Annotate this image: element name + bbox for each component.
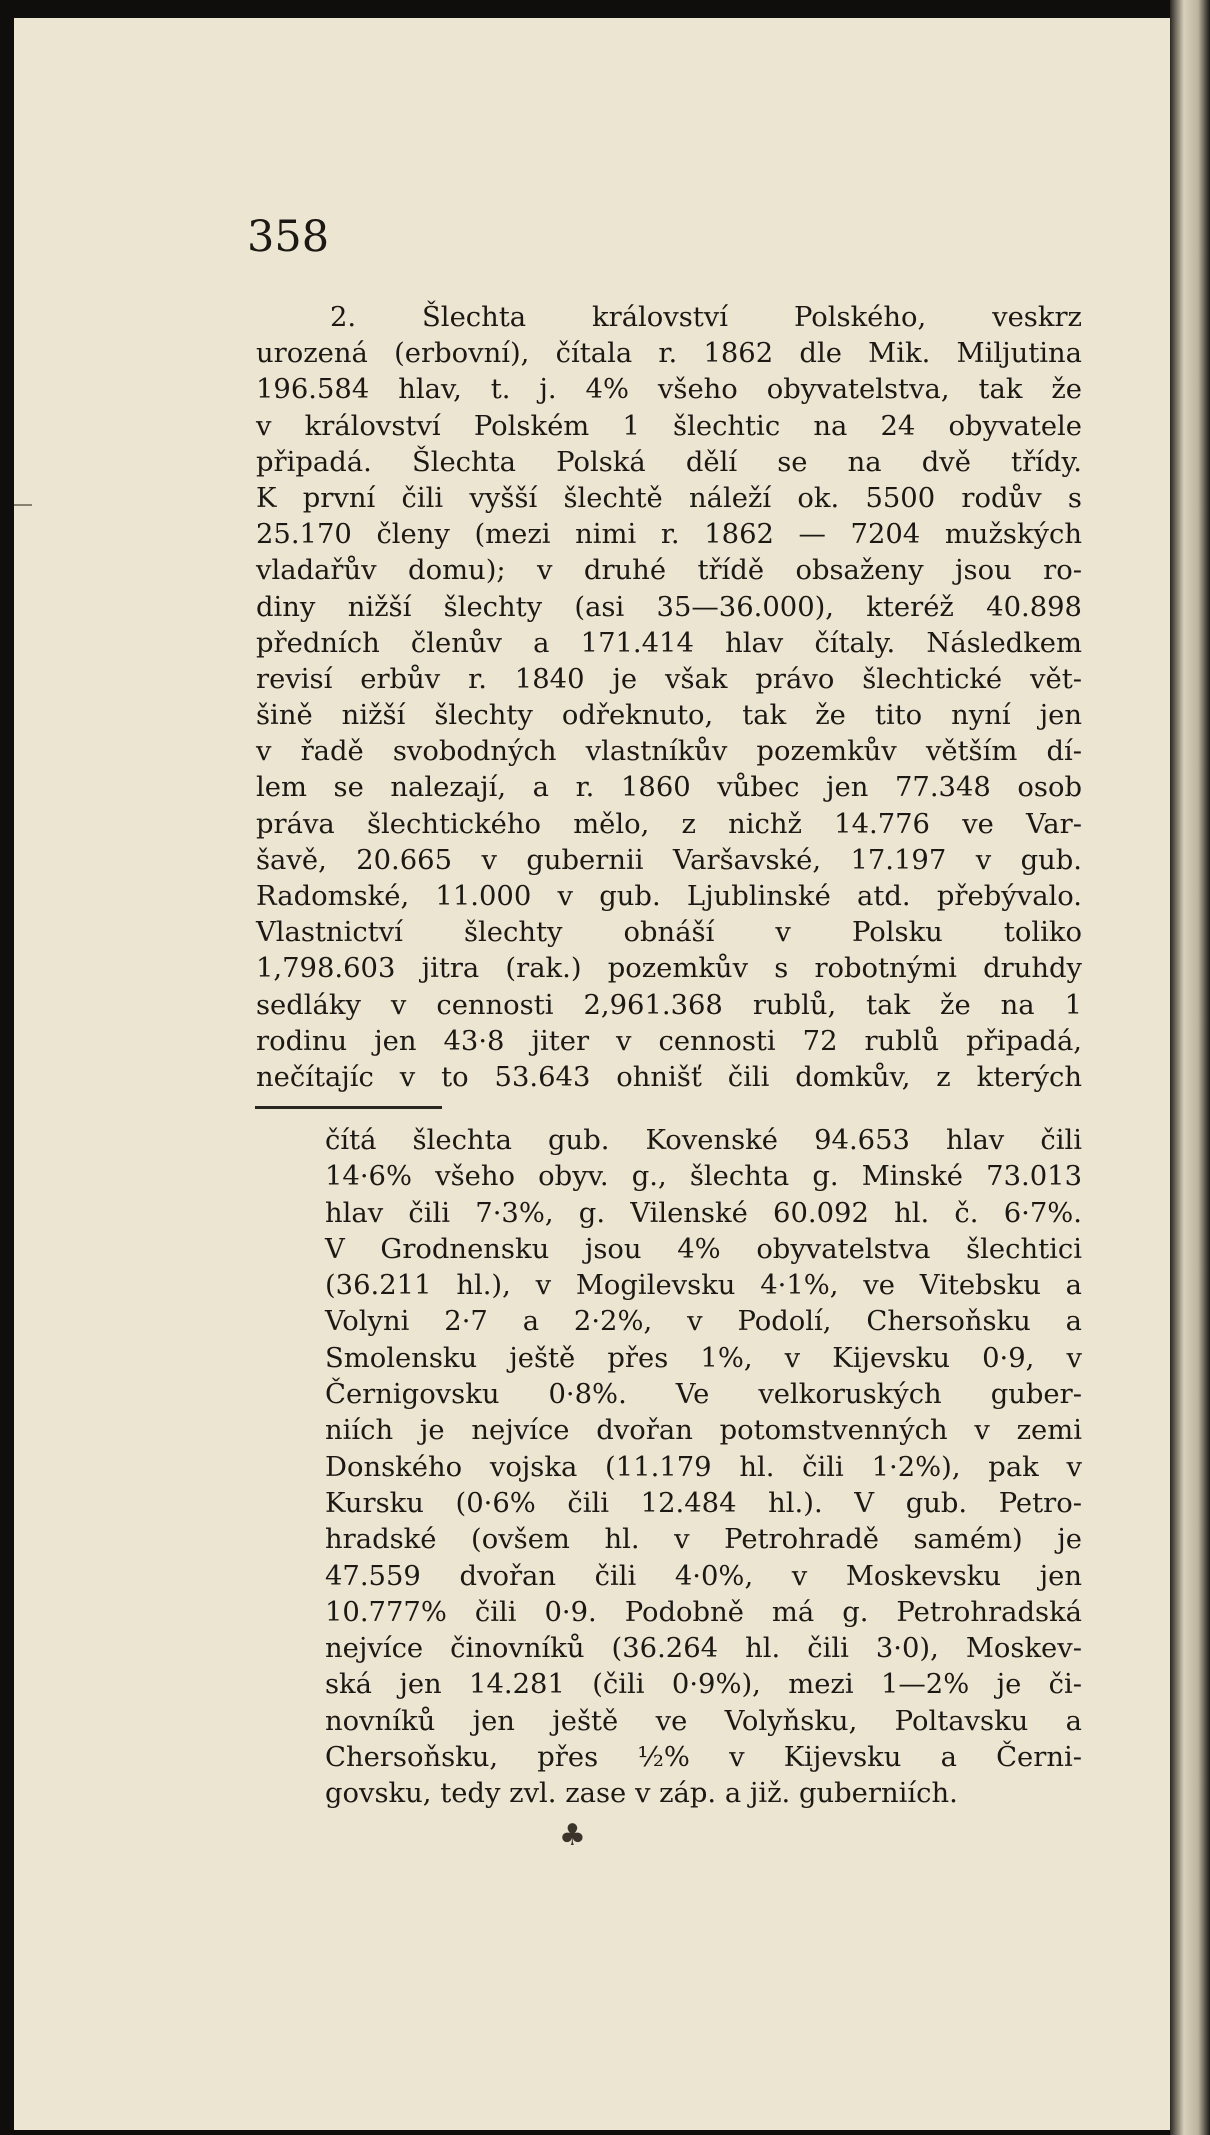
page-edge-shadow [1170, 0, 1210, 2135]
text-line: diny nižší šlechty (asi 35—36.000), kteréž 40.898 [256, 591, 1082, 623]
text-line: připadá. Šlechta Polská dělí se na dvě třídy. [256, 446, 1082, 478]
footnote-line: (36.211 hl.), v Mogilevsku 4·1%, ve Vitebsku a [325, 1270, 1082, 1302]
text-line: lem se nalezají, a r. 1860 vůbec jen 77.348 osob [256, 772, 1082, 804]
footnote-line: hlav čili 7·3%, g. Vilenské 60.092 hl. č. 6·7%. [325, 1197, 1082, 1229]
main-text [256, 300, 1082, 1096]
text-line: rodinu jen 43·8 jiter v cennosti 72 rublů připadá, [256, 1025, 1082, 1057]
footnote-line: Donského vojska (11.179 hl. čili 1·2%), pak v [325, 1451, 1082, 1483]
footnote-line: ská jen 14.281 (čili 0·9%), mezi 1—2% je či- [325, 1669, 1082, 1701]
text-line: 25.170 členy (mezi nimi r. 1862 — 7204 mužských [256, 519, 1082, 551]
footnote-line: govsku, tedy zvl. zase v záp. a již. guberniích. [325, 1778, 958, 1810]
text-line: nečítajíc v to 53.643 ohnišť čili domkův, z kterých [256, 1061, 1082, 1093]
text-line: K první čili vyšší šlechtě náleží ok. 5500 rodův s [256, 482, 1082, 514]
text-line: urozená (erbovní), čítala r. 1862 dle Mik. Miljutina [256, 338, 1082, 370]
footnote-line: nejvíce činovníků (36.264 hl. čili 3·0), Moskev- [325, 1633, 1082, 1665]
margin-dash [14, 504, 32, 506]
text-line: šině nižší šlechty odřeknuto, tak že tito nyní jen [256, 700, 1082, 732]
footnote-line: 14·6% všeho obyv. g., šlechta g. Minské 73.013 [325, 1161, 1082, 1193]
footnote-line: hradské (ovšem hl. v Petrohradě samém) je [325, 1524, 1082, 1556]
text-line: Vlastnictví šlechty obnáší v Polsku toliko [256, 917, 1082, 949]
footnote-rule [255, 1106, 442, 1109]
text-line: práva šlechtického mělo, z nichž 14.776 ve Var- [256, 808, 1082, 840]
text-line: v království Polském 1 šlechtic na 24 obyvatele [256, 410, 1082, 442]
footnote-line: Smolensku ještě přes 1%, v Kijevsku 0·9, v [325, 1342, 1082, 1374]
text-line: předních členův a 171.414 hlav čítaly. Následkem [256, 627, 1082, 659]
text-line: 2. Šlechta království Polského, veskrz [330, 302, 1082, 333]
footnote-text [325, 1123, 1082, 1813]
ornament-icon: ♣ [559, 1818, 586, 1853]
text-line: Radomské, 11.000 v gub. Ljublinské atd. přebývalo. [256, 881, 1082, 912]
footnote-line: 10.777% čili 0·9. Podobně má g. Petrohradská [325, 1596, 1082, 1628]
footnote-line: čítá šlechta gub. Kovenské 94.653 hlav čili [325, 1125, 1082, 1156]
text-line: revisí erbův r. 1840 je však právo šlechtické vět- [256, 663, 1082, 695]
text-line: 1,798.603 jitra (rak.) pozemkův s robotnými druhdy [256, 953, 1082, 985]
footnote-line: Volyni 2·7 a 2·2%, v Podolí, Chersoňsku a [325, 1306, 1082, 1338]
text-line: šavě, 20.665 v gubernii Varšavské, 17.197 v gub. [256, 844, 1082, 876]
text-line: v řadě svobodných vlastníkův pozemkův větším dí- [256, 736, 1082, 768]
text-line: vladařův domu); v druhé třídě obsaženy jsou ro- [256, 555, 1082, 587]
footnote-line: novníků jen ještě ve Volyňsku, Poltavsku a [325, 1705, 1082, 1737]
footnote-line: niích je nejvíce dvořan potomstvenných v zemi [325, 1415, 1082, 1447]
footnote-line: Chersoňsku, přes ½% v Kijevsku a Černi- [325, 1742, 1082, 1774]
page-number: 358 [247, 212, 330, 262]
text-line: 196.584 hlav, t. j. 4% všeho obyvatelstva, tak že [256, 374, 1082, 406]
footnote-line: Kursku (0·6% čili 12.484 hl.). V gub. Petro- [325, 1487, 1082, 1519]
footnote-line: 47.559 dvořan čili 4·0%, v Moskevsku jen [325, 1560, 1082, 1592]
book-page [14, 18, 1170, 2130]
footnote-line: Černigovsku 0·8%. Ve velkoruských guber- [325, 1379, 1082, 1411]
footnote-line: V Grodnensku jsou 4% obyvatelstva šlechtici [325, 1233, 1082, 1265]
text-line: sedláky v cennosti 2,961.368 rublů, tak že na 1 [256, 989, 1082, 1021]
